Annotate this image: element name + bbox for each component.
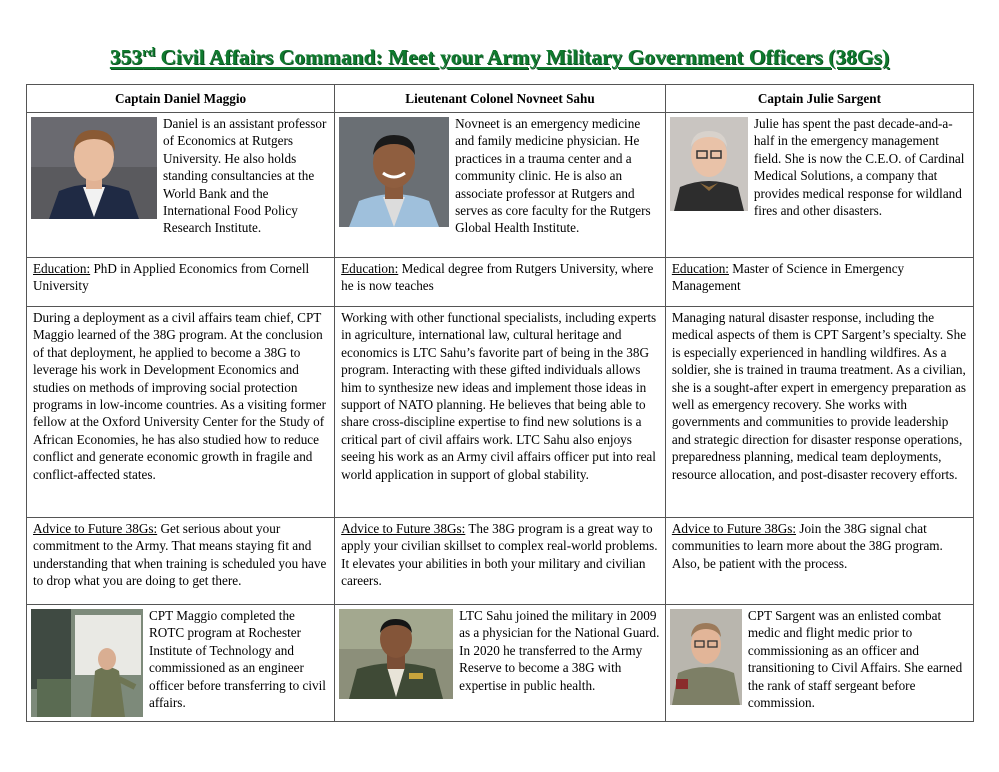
maggio-briefing-photo [31,609,143,717]
story-row [27,307,974,518]
story-cell-sargent: Managing natural disaster response, including the medical aspects of them is CPT Sargent’s specialty. She is especially experienced in handling wildfires. As a soldier, she is trained in trauma treatment. As a civilian, she is a sought-after expert in emergency preparation as well as emergency recovery. She works with governments and communities to provide leadership and strategic direction for disaster response operations, preparedness planning, medical team deployments, resource allocation, and post-disaster recovery efforts. [665,307,973,518]
sahu-headshot [339,117,449,227]
intro-cell-sahu: Novneet is an emergency medicine and family medicine physician. He practices in a trauma center and a community clinic. He is also an associate professor at Rutgers and serves as core faculty for the Rutgers Global Health Institute. [335,113,666,258]
advice-row [27,518,974,605]
header-row [27,85,974,113]
page-title: 353rd Civil Affairs Command: Meet your Army Military Government Officers (38Gs) [109,44,890,70]
bio-cell-sahu: LTC Sahu joined the military in 2009 as a physician for the National Guard. In 2020 he transferred to the Army Reserve to become a 38G with expertise in public health. [335,605,666,722]
sahu-uniform-photo [339,609,453,699]
advice-cell-sahu: Advice to Future 38Gs: The 38G program is a great way to apply your civilian skillset to complex real-world problems. It elevates your abilities in both your military and civilian careers. [335,518,666,605]
advice-cell-sargent: Advice to Future 38Gs: Join the 38G signal chat communities to learn more about the 38G program. Also, be patient with the process. [665,518,973,605]
intro-cell-maggio: Daniel is an assistant professor of Economics at Rutgers University. He also holds standing consultancies at the World Bank and the International Food Policy Research Institute. [27,113,335,258]
officer-name-maggio: Captain Daniel Maggio [27,85,335,113]
maggio-headshot [31,117,157,219]
education-cell-sahu: Education: Medical degree from Rutgers University, where he is now teaches [335,258,666,307]
bio-row [27,605,974,722]
officer-table [26,84,974,722]
intro-row [27,113,974,258]
officer-name-sargent: Captain Julie Sargent [665,85,973,113]
bio-cell-sargent: CPT Sargent was an enlisted combat medic and flight medic prior to commissioning as an officer and transitioning to Civil Affairs. She earned the rank of staff sergeant before commission. [665,605,973,722]
intro-cell-sargent: Julie has spent the past decade-and-a-half in the emergency management field. She is now the C.E.O. of Cardinal Medical Solutions, a company that provides medical response for wildland fires and other disasters. [665,113,973,258]
story-cell-maggio: During a deployment as a civil affairs team chief, CPT Maggio learned of the 38G program. At the conclusion of that deployment, he applied to become a 38G to leverage his work in Development Economics and studies on methods of improving social protection programs in low-income countries. As a visiting former fellow at the Oxford University Center for the Study of African Economies, he has also studied how to reduce conflict and generate economic growth in fragile and conflict-affected states. [27,307,335,518]
story-cell-sahu: Working with other functional specialists, including experts in agriculture, international law, cultural heritage and economics is LTC Sahu’s favorite part of being in the 38G program. Interacting with these gifted individuals allows him to synthesize new ideas and implement those ideas in support of NATO planning. He believes that being able to share cross-discipline expertise to find new solutions is a critical part of civil affairs work. LTC Sahu also enjoys seeing his work as an Army civil affairs officer put into real world application in support of global stability. [335,307,666,518]
officer-name-sahu: Lieutenant Colonel Novneet Sahu [335,85,666,113]
bio-cell-maggio: CPT Maggio completed the ROTC program at Rochester Institute of Technology and commissioned as an engineer officer before transferring to civil affairs. [27,605,335,722]
sargent-uniform-photo [670,609,742,705]
advice-cell-maggio: Advice to Future 38Gs: Get serious about your commitment to the Army. That means staying fit and understanding that when training is scheduled you have to drop what you are doing to get there. [27,518,335,605]
education-row [27,258,974,307]
sargent-headshot [670,117,748,211]
education-cell-maggio: Education: PhD in Applied Economics from Cornell University [27,258,335,307]
education-cell-sargent: Education: Master of Science in Emergency Management [665,258,973,307]
